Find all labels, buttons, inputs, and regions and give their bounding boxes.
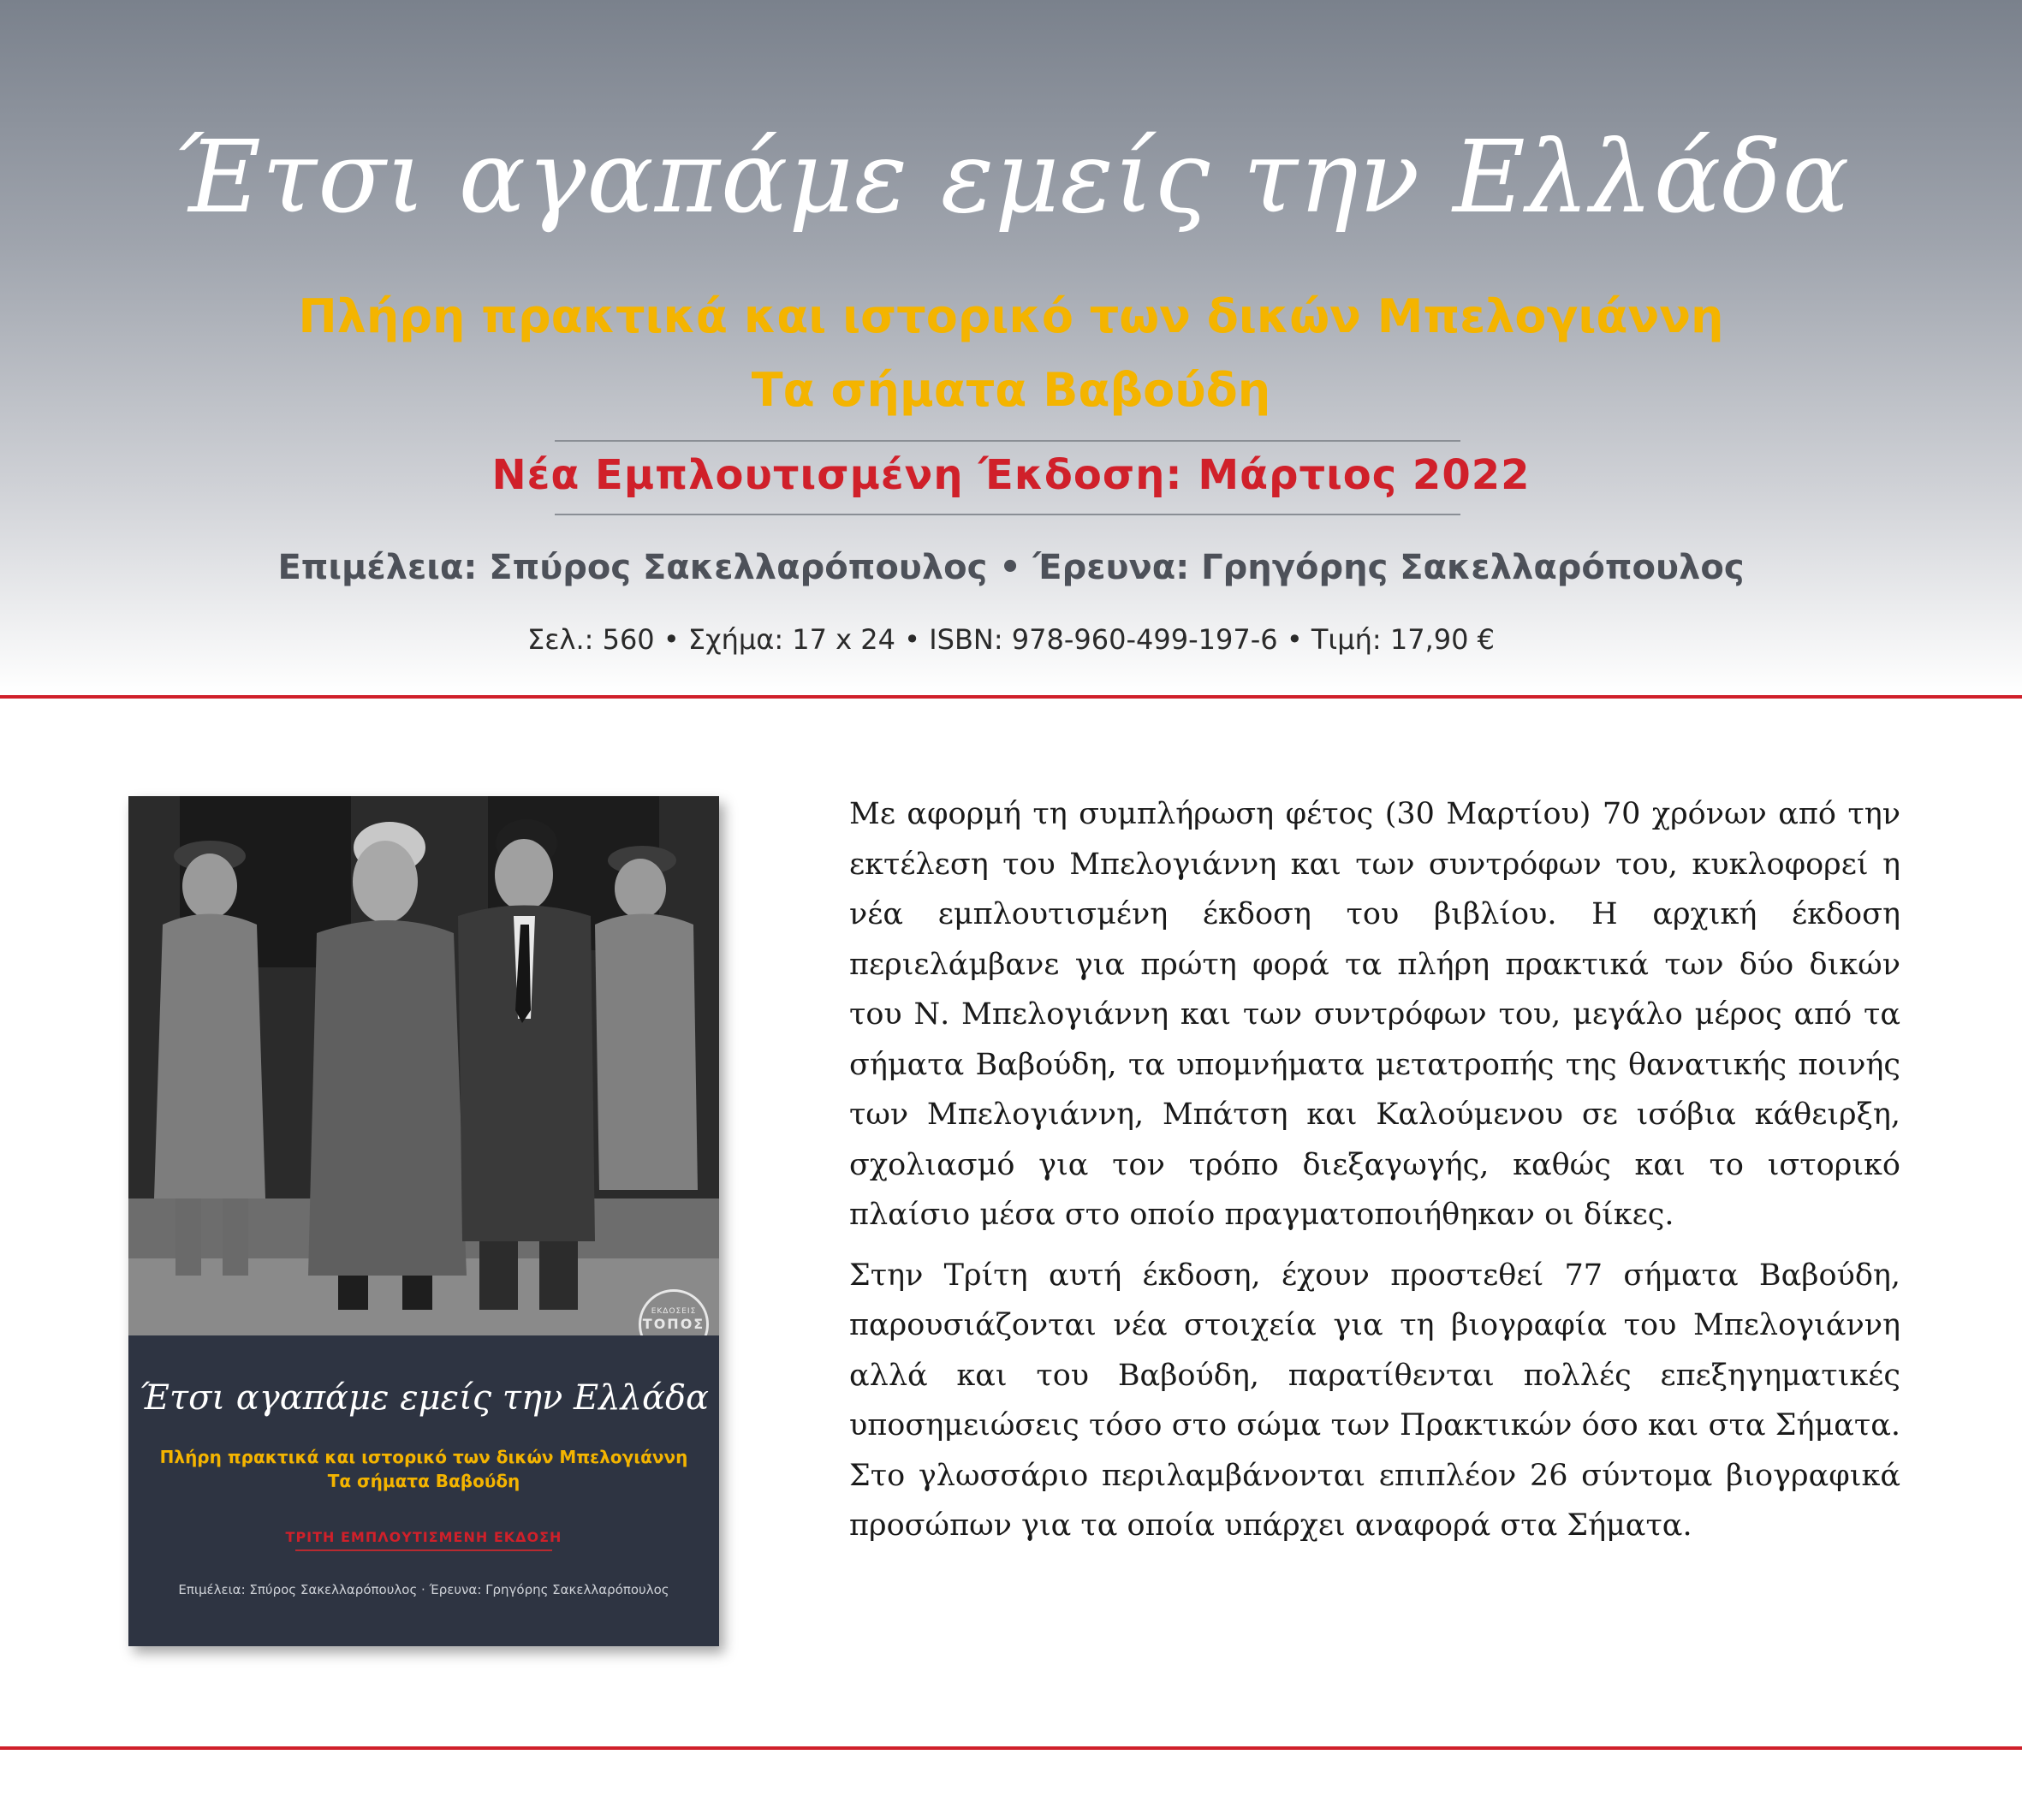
cover-credits: Επιμέλεια: Σπύρος Σακελλαρόπουλος · Έρευνα: Γρηγόρης Σακελλαρόπουλος <box>178 1582 669 1597</box>
description-paragraph-2: Στην Τρίτη αυτή έκδοση, έχουν προστεθεί 77 σήματα Βαβούδη, παρουσιάζονται νέα στοιχεία για τη βιογραφία του Μπελογιάννη αλλά και του Βαβούδη, παρατίθενται πολλές επεξηγηματικές υποσημειώσεις τόσο στο σώμα των Πρακτικών όσο και στα Σήματα. Στο γλωσσάριο περιλαμβάνονται επιπλέον 26 σύντομα βιογραφικά προσώπων για τα οποία υπάρχει αναφορά στα Σήματα. <box>849 1258 1900 1543</box>
description-paragraph-1: Με αφορμή τη συμπλήρωση φέτος (30 Μαρτίου) 70 χρόνων από την εκτέλεση του Μπελογιάννη και των συντρόφων του, κυκλοφορεί η νέα εμπλουτισμένη έκδοση του βιβλίου. Η αρχική έκδοση περιελάμβανε για πρώτη φορά τα πλήρη πρακτικά των δύο δικών του Ν. Μπελογιάννη και των συντρόφων του, μεγάλο μέρος από τα σήματα Βαβούδη, τα υπομνήματα μετατροπής της θανατικής ποινής των Μπελογιάννη, Μπάτση και Καλούμενου σε ισόβια κάθειρξη, σχολιασμό για τον τρόπο διεξαγωγής, καθώς και το ιστορικό πλαίσιο μέσα στο οποίο πραγματοποιήθηκαν οι δίκες. <box>849 797 1900 1232</box>
cover-subtitle-line-1: Πλήρη πρακτικά και ιστορικό των δικών Μπελογιάννη <box>159 1447 688 1467</box>
subtitle-line-1: Πλήρη πρακτικά και ιστορικό των δικών Μπελογιάννη <box>298 289 1724 343</box>
publisher-logo-name: ΤΟΠΟΣ <box>642 1316 705 1332</box>
page-title: Έτσι αγαπάμε εμείς την Ελλάδα <box>171 120 1851 235</box>
description-text <box>849 789 1900 1561</box>
cover-photo <box>128 796 719 1335</box>
cover-edition-underline <box>295 1549 552 1551</box>
header-banner <box>0 0 2022 693</box>
edition-rule-top <box>555 440 1460 442</box>
credits-line: Επιμέλεια: Σπύρος Σακελλαρόπουλος • Έρευνα: Γρηγόρης Σακελλαρόπουλος <box>277 548 1745 587</box>
cover-edition-label: ΤΡΙΤΗ ΕΜΠΛΟΥΤΙΣΜΕΝΗ ΕΚΔΟΣΗ <box>285 1529 562 1545</box>
subtitle-line-2: Τα σήματα Βαβούδη <box>751 363 1271 417</box>
edition-rule-bottom <box>555 514 1460 515</box>
book-specs: Σελ.: 560 • Σχήμα: 17 x 24 • ISBN: 978-960-499-197-6 • Τιμή: 17,90 € <box>527 623 1495 656</box>
book-cover <box>128 796 719 1646</box>
cover-photo-illustration <box>128 796 719 1335</box>
publisher-logo-small-text: ΕΚΔΟΣΕΙΣ <box>651 1307 697 1316</box>
divider-bottom <box>0 1746 2022 1750</box>
cover-title: Έτσι αγαπάμε εμείς την Ελλάδα <box>138 1378 710 1418</box>
edition-notice: Νέα Εμπλουτισμένη Έκδοση: Μάρτιος 2022 <box>491 451 1531 499</box>
cover-subtitle-line-2: Τα σήματα Βαβούδη <box>327 1471 520 1491</box>
divider-top <box>0 695 2022 699</box>
